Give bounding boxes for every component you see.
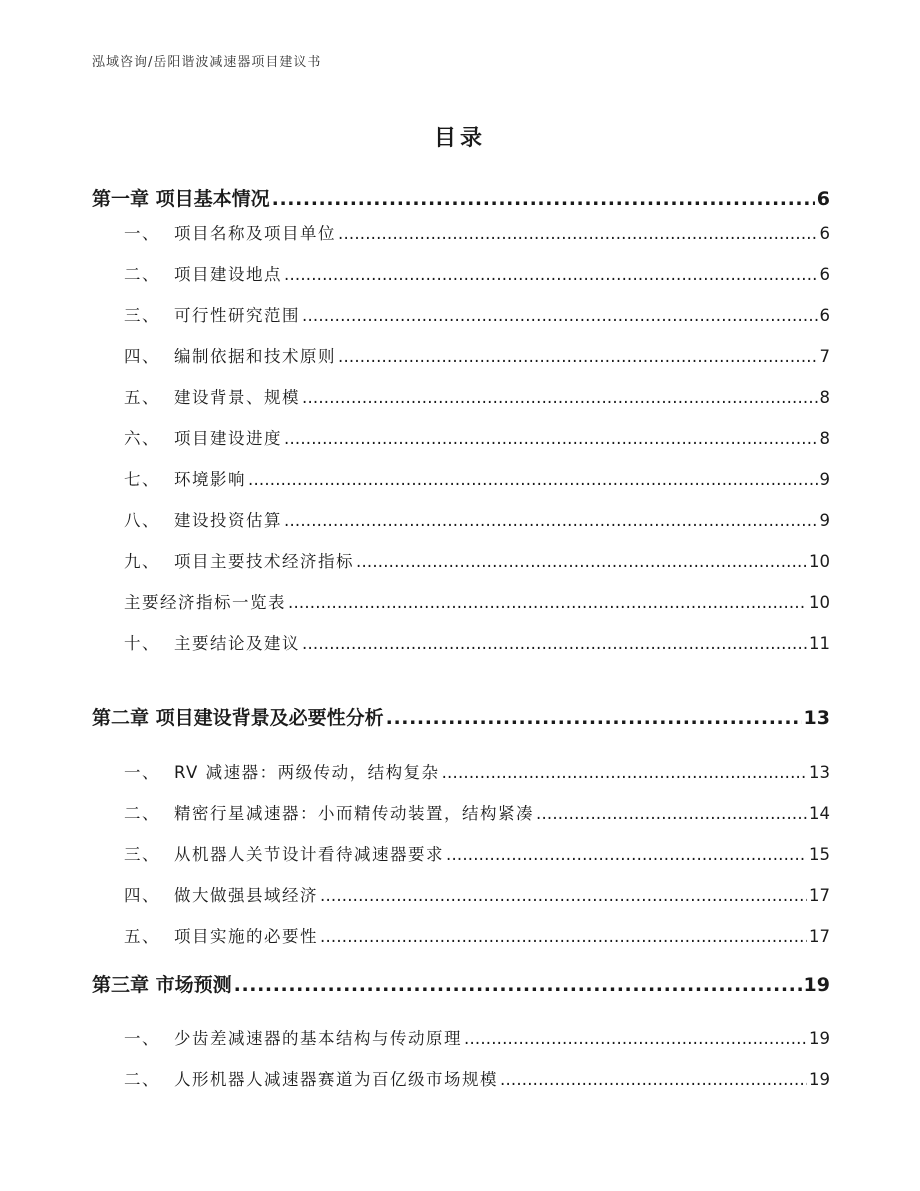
toc-entry-number: 一、 [124, 1029, 160, 1048]
toc-entry-number: 二、 [124, 1070, 160, 1089]
dot-leader [302, 388, 818, 407]
toc-subentry-indicator-table[interactable] [124, 589, 830, 613]
dot-leader [320, 927, 807, 946]
toc-title: 目录 [433, 126, 486, 151]
dot-leader [446, 845, 807, 864]
toc-entry-title: 环境影响 [174, 470, 246, 489]
toc-section-2-3[interactable] [124, 841, 830, 865]
toc-page-number: 14 [809, 804, 830, 823]
toc-page-number: 9 [819, 511, 830, 530]
toc-section-3-1[interactable] [124, 1025, 830, 1049]
toc-entry-title: 从机器人关节设计看待减速器要求 [174, 845, 444, 864]
toc-page-number: 9 [819, 470, 830, 489]
toc-entry-title: 少齿差减速器的基本结构与传动原理 [174, 1029, 462, 1048]
toc-entry-title: 主要结论及建议 [174, 634, 300, 653]
toc-entry-number: 八、 [124, 511, 160, 530]
toc-page-number: 19 [809, 1070, 830, 1089]
toc-entry-number: 五、 [124, 927, 160, 946]
toc-entry-number: 十、 [124, 634, 160, 653]
dot-leader [302, 634, 807, 653]
dot-leader [536, 804, 807, 823]
toc-section-1-4[interactable] [124, 343, 830, 367]
toc-section-1-6[interactable] [124, 425, 830, 449]
toc-page-number: 19 [803, 974, 830, 996]
toc-section-2-1[interactable] [124, 759, 830, 783]
page-header: 泓域咨询/岳阳谐波减速器项目建议书 [92, 55, 322, 70]
toc-entry-title: 建设投资估算 [174, 511, 282, 530]
toc-entry-title: 项目建设地点 [174, 265, 282, 284]
toc-entry-title: 第二章 项目建设背景及必要性分析 [92, 707, 384, 729]
toc-page-number: 7 [819, 347, 830, 366]
dot-leader [302, 306, 818, 325]
toc-section-1-3[interactable] [124, 302, 830, 326]
toc-section-1-8[interactable] [124, 507, 830, 531]
toc-entry-title: 主要经济指标一览表 [124, 593, 286, 612]
dot-leader [386, 707, 802, 729]
toc-entry-title: 做大做强县域经济 [174, 886, 318, 905]
toc-entry-title: 人形机器人减速器赛道为百亿级市场规模 [174, 1070, 498, 1089]
toc-entry-title: 第一章 项目基本情况 [92, 188, 270, 210]
toc-page-number: 13 [809, 763, 830, 782]
dot-leader [284, 429, 818, 448]
toc-page-number: 6 [819, 265, 830, 284]
toc-entry-number: 一、 [124, 763, 160, 782]
toc-entry-title: 精密行星减速器：小而精传动装置，结构紧凑 [174, 804, 534, 823]
toc-page-number: 17 [809, 886, 830, 905]
dot-leader [338, 224, 818, 243]
dot-leader [464, 1029, 807, 1048]
toc-chapter-2[interactable] [92, 703, 830, 730]
dot-leader [288, 593, 807, 612]
toc-entry-number: 九、 [124, 552, 160, 571]
toc-page-number: 8 [819, 429, 830, 448]
toc-entry-number: 五、 [124, 388, 160, 407]
dot-leader [442, 763, 807, 782]
toc-entry-number: 六、 [124, 429, 160, 448]
toc-page-number: 13 [803, 707, 830, 729]
toc-section-1-2[interactable] [124, 261, 830, 285]
toc-section-1-7[interactable] [124, 466, 830, 490]
toc-entry-number: 七、 [124, 470, 160, 489]
dot-leader [320, 886, 807, 905]
toc-section-2-2[interactable] [124, 800, 830, 824]
toc-entry-number: 四、 [124, 347, 160, 366]
toc-page-number: 6 [819, 306, 830, 325]
dot-leader [500, 1070, 807, 1089]
toc-entry-number: 三、 [124, 845, 160, 864]
dot-leader [248, 470, 818, 489]
toc-page-number: 6 [819, 224, 830, 243]
toc-entry-number: 三、 [124, 306, 160, 325]
toc-page-number: 10 [809, 552, 830, 571]
toc-page-number: 8 [819, 388, 830, 407]
toc-page-number: 19 [809, 1029, 830, 1048]
dot-leader [234, 974, 802, 996]
toc-entry-title: 第三章 市场预测 [92, 974, 232, 996]
dot-leader [272, 188, 815, 210]
toc-entry-title: 项目主要技术经济指标 [174, 552, 354, 571]
dot-leader [356, 552, 807, 571]
toc-entry-title: 可行性研究范围 [174, 306, 300, 325]
toc-page-number: 15 [809, 845, 830, 864]
toc-section-1-9[interactable] [124, 548, 830, 572]
dot-leader [338, 347, 818, 366]
toc-page-number: 17 [809, 927, 830, 946]
toc-entry-title: 项目名称及项目单位 [174, 224, 336, 243]
toc-entry-title: 项目实施的必要性 [174, 927, 318, 946]
toc-section-1-10[interactable] [124, 630, 830, 654]
toc-section-1-5[interactable] [124, 384, 830, 408]
toc-entry-title: 项目建设进度 [174, 429, 282, 448]
toc-section-2-4[interactable] [124, 882, 830, 906]
toc-chapter-3[interactable] [92, 970, 830, 997]
toc-entry-number: 二、 [124, 265, 160, 284]
toc-page-number: 6 [816, 188, 830, 210]
toc-chapter-1[interactable] [92, 184, 830, 211]
toc-entry-title: RV 减速器：两级传动，结构复杂 [174, 763, 440, 782]
toc-page-number: 10 [809, 593, 830, 612]
toc-section-1-1[interactable] [124, 220, 830, 244]
dot-leader [284, 511, 818, 530]
toc-entry-title: 建设背景、规模 [174, 388, 300, 407]
toc-page-number: 11 [809, 634, 830, 653]
toc-section-3-2[interactable] [124, 1066, 830, 1090]
dot-leader [284, 265, 818, 284]
toc-entry-number: 四、 [124, 886, 160, 905]
toc-section-2-5[interactable] [124, 923, 830, 947]
toc-entry-number: 一、 [124, 224, 160, 243]
toc-entry-number: 二、 [124, 804, 160, 823]
toc-entry-title: 编制依据和技术原则 [174, 347, 336, 366]
